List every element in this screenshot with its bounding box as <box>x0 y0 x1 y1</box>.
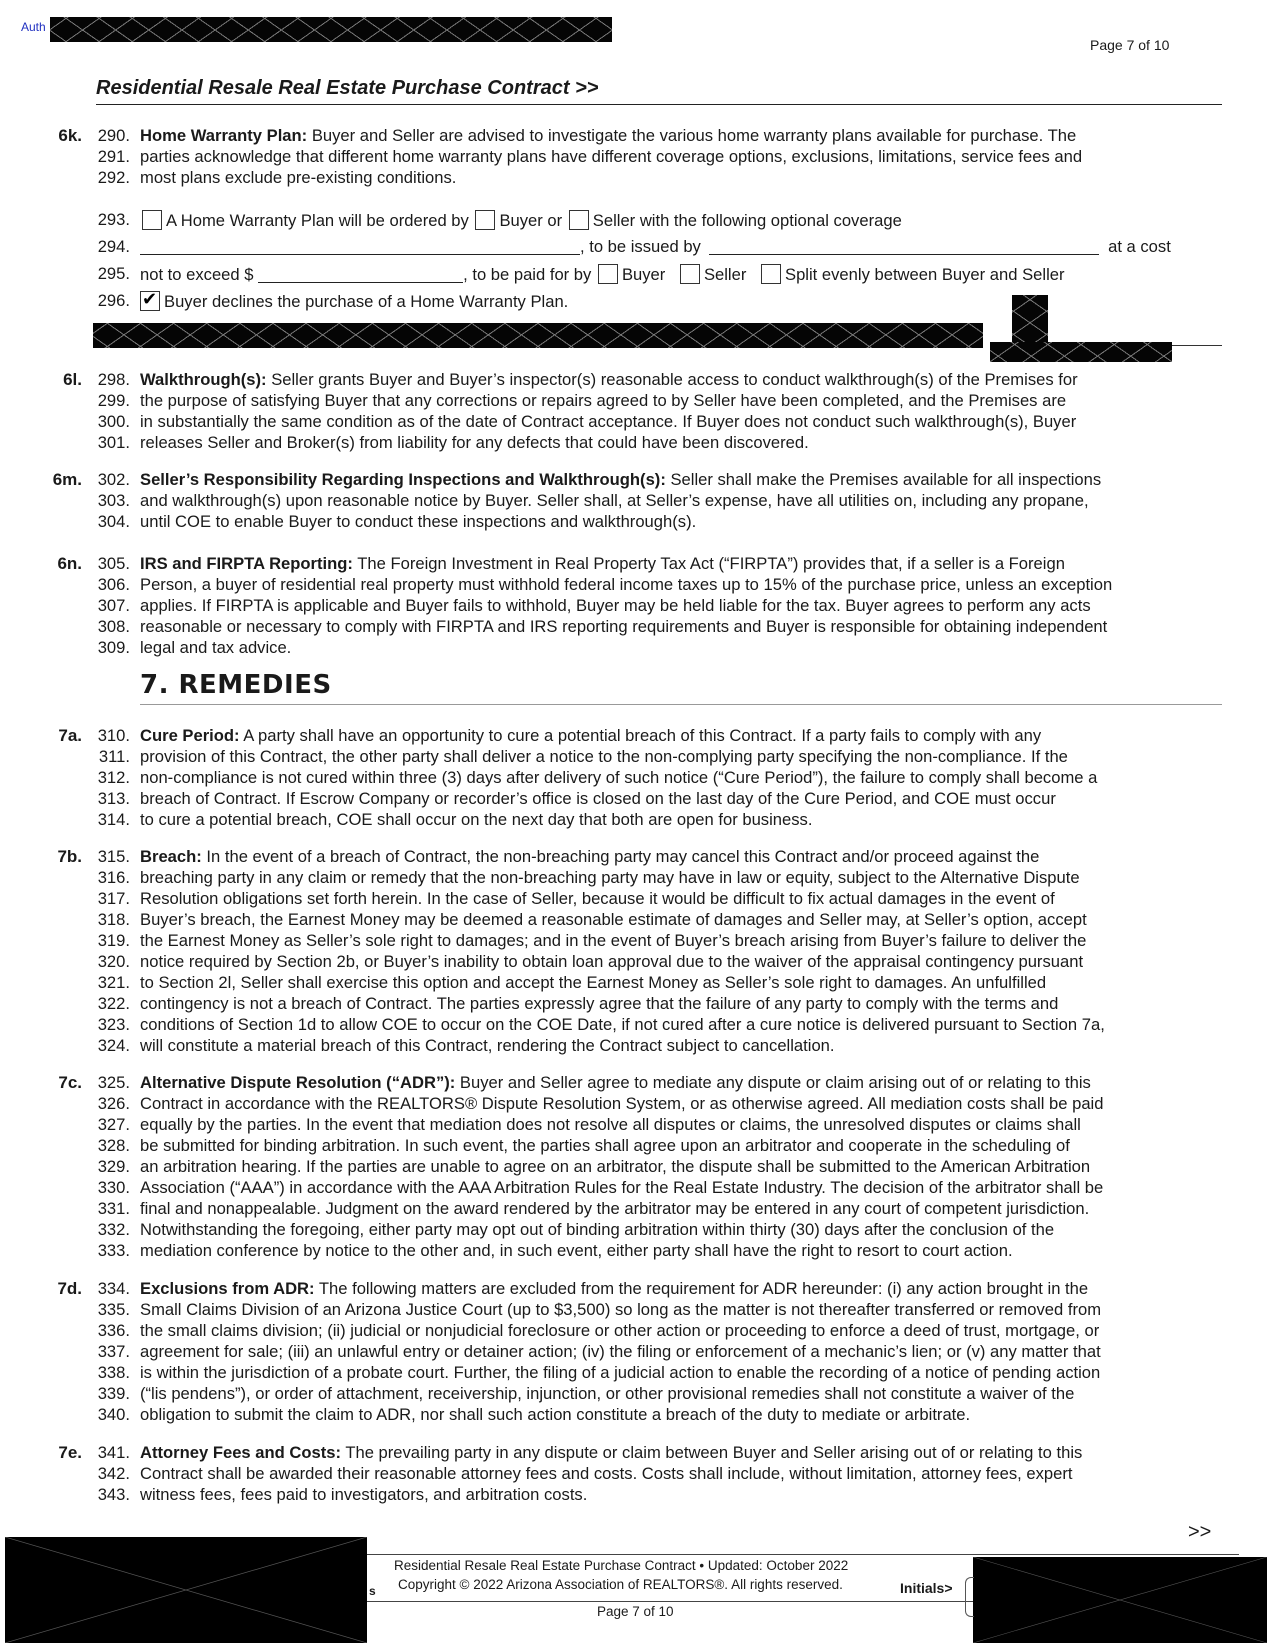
section-label: 6n. <box>57 554 82 573</box>
initials-blank-line <box>1172 345 1222 346</box>
redacted-auth-id <box>50 17 612 42</box>
ordered-by-buyer-checkbox[interactable] <box>475 210 495 230</box>
section-label: 7e. <box>58 1443 82 1462</box>
section-label: 6l. <box>63 370 82 389</box>
redacted-line-297 <box>93 323 983 348</box>
redacted-initials-right <box>973 1557 1267 1643</box>
continued-arrow: >> <box>1188 1521 1212 1543</box>
remedies-heading: 7. REMEDIES <box>140 670 332 700</box>
footer-cut-letter: s <box>369 1584 376 1598</box>
footer-form-title: Residential Resale Real Estate Purchase Contract • Updated: October 2022 <box>394 1558 849 1573</box>
section-label: 7a. <box>58 726 82 745</box>
auth-label: Auth <box>21 20 46 34</box>
redacted-initials-left <box>5 1537 367 1643</box>
section-label: 7b. <box>57 847 82 866</box>
warranty-order-checkbox[interactable] <box>142 210 162 230</box>
redacted-initials-line <box>990 342 1172 362</box>
section-label: 7d. <box>57 1279 82 1298</box>
redacted-initials-block <box>1012 295 1048 345</box>
section-label: 6k. <box>58 126 82 145</box>
issuer-field[interactable] <box>709 238 1099 255</box>
section-label: 6m. <box>52 470 82 489</box>
cost-amount-field[interactable] <box>258 266 463 283</box>
footer-page-number: Page 7 of 10 <box>597 1604 674 1619</box>
split-evenly-checkbox[interactable] <box>761 264 781 284</box>
remedies-divider <box>140 704 1222 705</box>
ordered-by-seller-checkbox[interactable] <box>569 210 589 230</box>
section-label: 7c. <box>58 1073 82 1092</box>
footer-top-rule <box>367 1554 1239 1555</box>
paid-by-seller-checkbox[interactable] <box>680 264 700 284</box>
initials-label: Initials> <box>900 1580 953 1596</box>
document-title: Residential Resale Real Estate Purchase Contract >> <box>96 77 599 99</box>
title-divider <box>96 104 1222 105</box>
buyer-declines-checkbox[interactable] <box>140 291 160 311</box>
initials-bracket <box>965 1577 974 1617</box>
coverage-field[interactable] <box>140 238 580 255</box>
paid-by-buyer-checkbox[interactable] <box>598 264 618 284</box>
page-number-top: Page 7 of 10 <box>1090 37 1170 53</box>
footer-copyright: Copyright © 2022 Arizona Association of REALTORS®. All rights reserved. <box>398 1577 843 1592</box>
